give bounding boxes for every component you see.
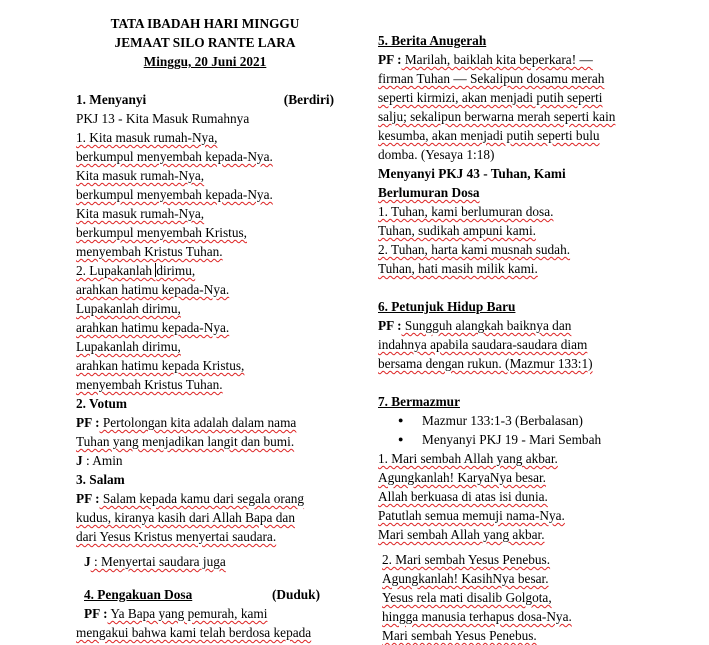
berita-line: domba. (Yesaya 1:18) [378, 147, 495, 162]
salam-line: kudus, kiranya kasih dari Allah Bapa dan [76, 510, 295, 525]
verse-line: Mari sembah Allah yang akbar. [378, 527, 545, 542]
verse-line: hingga manusia terhapus dosa-Nya. [382, 609, 572, 624]
congregation-name: JEMAAT SILO RANTE LARA [114, 35, 296, 50]
verse-line: arahkan hatimu kepada-Nya. [76, 282, 230, 297]
verse-line: 1. Kita masuk rumah-Nya, [76, 130, 218, 145]
section-menyanyi-posture: (Berdiri) [283, 92, 334, 107]
verse-line: arahkan hatimu kepada-Nya. [76, 320, 230, 335]
response-text: : Menyertai saudara juga [90, 554, 226, 569]
section-bermazmur-title: 7. Bermazmur [378, 394, 460, 409]
verse-line: Lupakanlah dirimu, [76, 339, 181, 354]
votum-text: Pertolongan kita adalah dalam nama [99, 415, 297, 430]
hymn2-title: Menyanyi PKJ 43 - Tuhan, Kami [378, 166, 566, 181]
pf-label: PF : [76, 415, 100, 430]
verse-line: Yesus rela mati disalib Golgota, [382, 590, 552, 605]
service-date: Minggu, 20 Juni 2021 [143, 54, 267, 69]
votum-line: Tuhan yang menjadikan langit dan bumi. [76, 434, 295, 449]
verse-line: Tuhan, sudikah ampuni kami. [378, 223, 536, 238]
amin-text: : Amin [82, 453, 123, 468]
petunjuk-text: Sungguh alangkah baiknya dan [401, 318, 572, 333]
verse-line: 1. Mari sembah Allah yang akbar. [378, 451, 558, 466]
berita-line: seperti kirmizi, akan menjadi putih seperti [378, 90, 603, 105]
pf-label: PF : [76, 491, 100, 506]
verse-line: berkumpul menyembah kepada-Nya. [76, 187, 273, 202]
pengakuan-line: mengakui bahwa kami telah berdosa kepada [76, 625, 312, 640]
section-salam-title: 3. Salam [76, 472, 125, 487]
section-votum-title: 2. Votum [76, 396, 127, 411]
verse-line: Agungkanlah! KasihNya besar. [382, 571, 549, 586]
salam-text: Salam kepada kamu dari segala orang [99, 491, 305, 506]
verse-line: berkumpul menyembah Kristus, [76, 225, 247, 240]
verse-line: 2. Tuhan, harta kami musnah sudah. [378, 242, 571, 257]
response-line [76, 451, 334, 470]
section-pengakuan-heading [76, 585, 320, 604]
verse-line: Mari sembah Yesus Penebus. [382, 628, 537, 643]
pengakuan-text: Ya Bapa yang pemurah, kami [107, 606, 268, 621]
section-menyanyi-heading [76, 90, 334, 109]
berita-line [378, 50, 704, 69]
petunjuk-line [378, 316, 704, 335]
verse-line-prefix: 2. Lupakanlah [76, 263, 156, 278]
right-column [378, 0, 704, 645]
verse-line: Lupakanlah dirimu, [76, 301, 181, 316]
verse-line: Agungkanlah! KaryaNya besar. [378, 470, 546, 485]
pf-label: PF : [378, 318, 402, 333]
votum-line [76, 413, 334, 432]
doc-title: TATA IBADAH HARI MINGGU [110, 16, 300, 31]
verse-line [76, 261, 334, 280]
section-berita-title: 5. Berita Anugerah [378, 33, 487, 48]
verse-line: menyembah Kristus Tuhan. [76, 244, 223, 259]
petunjuk-line: bersama dengan rukun. (Mazmur 133:1) [378, 356, 593, 371]
j-label: J [84, 554, 91, 569]
pengakuan-line [76, 604, 334, 623]
verse-line: arahkan hatimu kepada Kristus, [76, 358, 245, 373]
bullet-item: ● Menyanyi PKJ 19 - Mari Sembah [378, 430, 704, 449]
verse-line: Kita masuk rumah-Nya, [76, 206, 205, 221]
verse-line: Kita masuk rumah-Nya, [76, 168, 205, 183]
pf-label: PF : [378, 52, 402, 67]
salam-line: dari Yesus Kristus menyertai saudara. [76, 529, 277, 544]
verse-line: menyembah Kristus Tuhan. [76, 377, 223, 392]
section-pengakuan-title: 4. Pengakuan Dosa [84, 587, 193, 602]
section-petunjuk-title: 6. Petunjuk Hidup Baru [378, 299, 516, 314]
verse-line: 2. Mari sembah Yesus Penebus. [382, 552, 551, 567]
response-line [76, 552, 334, 571]
bullet-item: ● Mazmur 133:1-3 (Berbalasan) [378, 411, 704, 430]
j-label: J [76, 453, 83, 468]
left-column [76, 0, 334, 642]
berita-line: firman Tuhan — Sekalipun dosamu merah [378, 71, 605, 86]
berita-line: salju; sekalipun berwarna merah seperti kain [378, 109, 616, 124]
verse-line: Tuhan, hati masih milik kami. [378, 261, 538, 276]
verse-line: Patutlah semua memuji nama-Nya. [378, 508, 565, 523]
petunjuk-line: indahnya apabila saudara-saudara diam [378, 337, 588, 352]
hymn-title: PKJ 13 - Kita Masuk Rumahnya [76, 111, 250, 126]
salam-line [76, 489, 334, 508]
pf-label: PF : [84, 606, 108, 621]
verse-line: Allah berkuasa di atas isi dunia. [378, 489, 548, 504]
verse-line: berkumpul menyembah kepada-Nya. [76, 149, 273, 164]
berita-line: kesumba, akan menjadi putih seperti bulu [378, 128, 600, 143]
verse-line-word: dirimu, [156, 263, 196, 278]
section-menyanyi-title: 1. Menyanyi [76, 92, 147, 107]
verse-line: 1. Tuhan, kami berlumuran dosa. [378, 204, 554, 219]
hymn2-title: Berlumuran Dosa [378, 185, 480, 200]
section-pengakuan-posture: (Duduk) [271, 587, 320, 602]
berita-text: Marilah, baiklah kita beperkara! — [401, 52, 593, 67]
